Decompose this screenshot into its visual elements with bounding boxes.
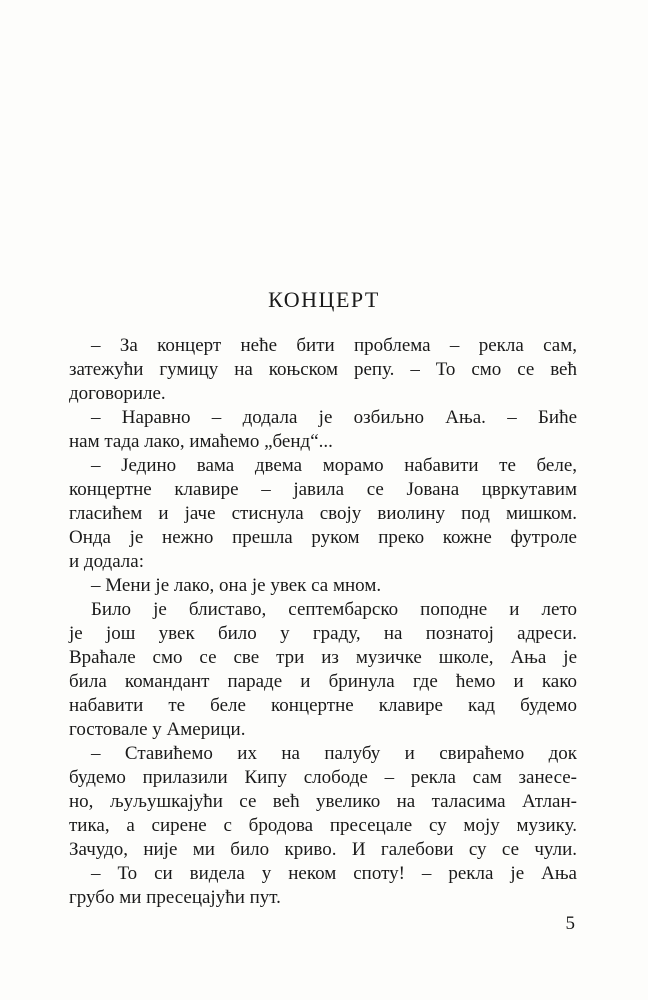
text-line-4: – Наравно – додала је озбиљно Ања. – Биће xyxy=(91,407,577,428)
page-number: 5 xyxy=(565,913,575,934)
text-line-21: тика, а сирене с бродова пресецале су моју музику. xyxy=(69,815,577,836)
text-line-15: била командант параде и бринула где ћемо и како xyxy=(69,671,577,692)
text-line-9: Онда је нежно прешла руком преко кожне футроле xyxy=(69,527,577,548)
text-line-7: концертне клавире – јавила се Јована цвркутавим xyxy=(69,479,577,500)
text-line-19: будемо прилазили Кипу слободе – рекла сам занесе- xyxy=(69,767,577,788)
text-line-17: гостовале у Америци. xyxy=(69,719,246,740)
text-line-3: договориле. xyxy=(69,383,166,404)
text-line-16: набавити те беле концертне клавире кад будемо xyxy=(69,695,577,716)
text-line-20: но, љуљушкајући се већ увелико на таласима Атлан- xyxy=(69,791,577,812)
text-line-13: је још увек било у граду, на познатој адреси. xyxy=(69,623,577,644)
text-line-10: и додала: xyxy=(69,551,144,572)
text-line-24: грубо ми пресецајући пут. xyxy=(69,887,281,908)
text-line-5: нам тада лако, имаћемо „бенд“... xyxy=(69,431,333,452)
text-line-18: – Ставићемо их на палубу и свираћемо док xyxy=(91,743,577,764)
text-line-1: – За концерт неће бити проблема – рекла сам, xyxy=(91,335,577,356)
text-line-8: гласићем и јаче стиснула своју виолину под мишком. xyxy=(69,503,577,524)
text-line-12: Било је блиставо, септембарско поподне и лето xyxy=(91,599,577,620)
text-line-22: Зачудо, није ми било криво. И галебови су се чули. xyxy=(69,839,577,860)
text-line-11: – Мени је лако, она је увек са мном. xyxy=(91,575,382,596)
text-line-6: – Једино вама двема морамо набавити те беле, xyxy=(91,455,577,476)
chapter-title: КОНЦЕРТ xyxy=(268,287,380,312)
text-line-2: затежући гумицу на коњском репу. – То смо се већ xyxy=(69,359,577,380)
text-line-23: – То си видела у неком споту! – рекла је Ања xyxy=(91,863,577,884)
text-line-14: Враћале смо се све три из музичке школе, Ања је xyxy=(69,647,577,668)
